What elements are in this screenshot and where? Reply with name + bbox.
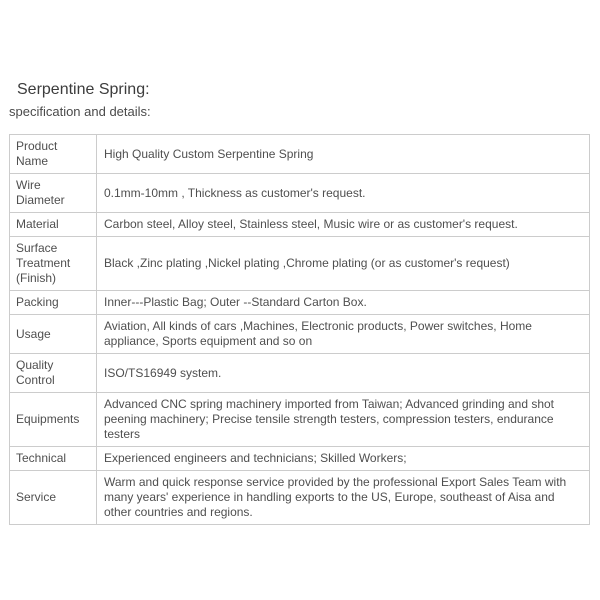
spec-label: Usage bbox=[10, 315, 97, 354]
spec-row-quality-control bbox=[10, 354, 590, 393]
spec-value: Inner---Plastic Bag; Outer --Standard Carton Box. bbox=[97, 291, 590, 315]
spec-value: Black ,Zinc plating ,Nickel plating ,Chrome plating (or as customer's request) bbox=[97, 237, 590, 291]
spec-value: Warm and quick response service provided by the professional Export Sales Team with many years' experience in handling exports to the US, Europe, southeast of Aisa and other countries and regions. bbox=[97, 471, 590, 525]
spec-label: Quality Control bbox=[10, 354, 97, 393]
spec-value: ISO/TS16949 system. bbox=[97, 354, 590, 393]
spec-value: High Quality Custom Serpentine Spring bbox=[97, 135, 590, 174]
page-title: Serpentine Spring: bbox=[17, 81, 150, 98]
spec-row-product-name bbox=[10, 135, 590, 174]
spec-label: Equipments bbox=[10, 393, 97, 447]
spec-row-material bbox=[10, 213, 590, 237]
spec-label: Technical bbox=[10, 447, 97, 471]
spec-row-surface-treatment bbox=[10, 237, 590, 291]
spec-value: Aviation, All kinds of cars ,Machines, Electronic products, Power switches, Home appliance, Sports equipment and so on bbox=[97, 315, 590, 354]
spec-table bbox=[9, 134, 590, 525]
spec-row-usage bbox=[10, 315, 590, 354]
spec-value: Experienced engineers and technicians; Skilled Workers; bbox=[97, 447, 590, 471]
spec-label: Service bbox=[10, 471, 97, 525]
spec-label: Wire Diameter bbox=[10, 174, 97, 213]
spec-label: Packing bbox=[10, 291, 97, 315]
spec-row-equipments bbox=[10, 393, 590, 447]
spec-label: Material bbox=[10, 213, 97, 237]
page-subtitle: specification and details: bbox=[9, 104, 151, 119]
spec-label: Surface Treatment (Finish) bbox=[10, 237, 97, 291]
spec-row-wire-diameter bbox=[10, 174, 590, 213]
spec-row-packing bbox=[10, 291, 590, 315]
spec-value: Advanced CNC spring machinery imported from Taiwan; Advanced grinding and shot peening machinery; Precise tensile strength testers, compression testers, endurance testers bbox=[97, 393, 590, 447]
spec-value: 0.1mm-10mm , Thickness as customer's request. bbox=[97, 174, 590, 213]
spec-value: Carbon steel, Alloy steel, Stainless steel, Music wire or as customer's request. bbox=[97, 213, 590, 237]
spec-label: Product Name bbox=[10, 135, 97, 174]
spec-row-service bbox=[10, 471, 590, 525]
spec-row-technical bbox=[10, 447, 590, 471]
